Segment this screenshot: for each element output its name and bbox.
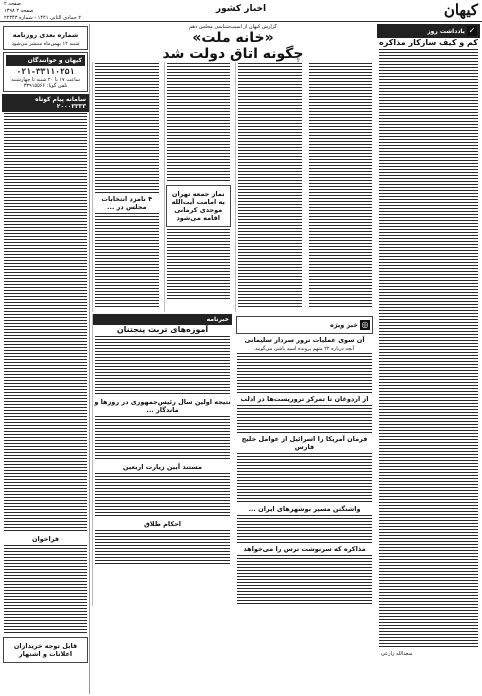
special-news-tile: ◎ خبر ویژه [236, 316, 373, 334]
left-column [2, 24, 90, 694]
reader-service-box [3, 52, 88, 92]
main-article-col1 [307, 62, 375, 312]
side-features [92, 314, 232, 606]
sms-label: سامانه پیام کوتاه ۲۰۰۰۳۳۳۳ [2, 94, 89, 112]
article-author: سعدالله زارعی [381, 651, 413, 657]
feature-4: احکام طلاق [143, 520, 182, 528]
newspaper-logo: کیهان [443, 1, 478, 19]
service-hours: ساعت ۱۷ تا ۲۰ شنبه تا چهارشنبه [11, 77, 80, 83]
news-item-5: مذاکره که سرنوشت ترس را می‌خواهد [243, 545, 366, 553]
phone-2: تلفن گویا: ۳۳۹۱۵۵۶۶ [23, 83, 68, 89]
column-article-title: کم و کیف سازکار مذاکره [379, 38, 478, 47]
masthead [0, 0, 482, 22]
feature-header: خبرنامه [93, 314, 232, 325]
section-label: فراخوان [31, 535, 60, 543]
headline-main: چگونه اتاق دولت شد [162, 46, 304, 62]
headline-kicker: گزارش کیهان از آسیب‌شناسی مجلس دهم [189, 24, 277, 30]
main-article-col4 [92, 62, 161, 312]
footer-note: قابل توجه خریداران اعلانات و اشتهار [3, 637, 88, 663]
column-logo-icon: ✓ [468, 26, 476, 35]
issue-meta: صفحه ۲ صفحه ۲ ۱۳۹۸ ۲ جمادی الثانی ۱۴۴۱ - شماره ۲۲۳۴۳ [4, 1, 82, 21]
mini-box: نماز جمعه تهران به امامت آیت‌الله موحدی کرمانی اقامه می‌شود [166, 185, 232, 227]
column-header-right: ✓ یادداشت روز [377, 24, 480, 38]
section-title: اخبار کشور [215, 4, 267, 14]
side-item-title: ۴ نامزد انتخابات مجلس در ... [101, 195, 153, 211]
reader-messages [4, 113, 87, 533]
feature-3: مستند آیین زیارت اربعین [122, 463, 203, 471]
news-item-1: آن سوی عملیات ترور سردار سلیمانی [244, 336, 365, 344]
feature-title: آموزه‌های تربت پنجتنان [116, 325, 209, 334]
middle-column [92, 24, 374, 694]
right-column [377, 24, 480, 694]
main-article-col3 [164, 62, 233, 312]
news-item-1-sub: آنچه درباره ۲۲ متهم پرونده اسید پاشی می‌گویند [254, 346, 355, 352]
target-icon: ◎ [361, 320, 369, 329]
headline-quote: «خانه ملت» [192, 30, 274, 46]
feature-2: نتیجه اولین سال رئیس‌جمهوری در روزها و ماندگار ... [94, 398, 231, 414]
service-header: کیهان و خوانندگان [6, 55, 85, 66]
main-article-col2 [235, 62, 304, 312]
news-item-3: فرمان آمریکا را اسرائیل از عوامل خلیج فارس [241, 435, 368, 451]
next-issue-box: شماره بعدی روزنامه شنبه ۱۲ بهمن‌ماه منتشر می‌شود [3, 26, 88, 50]
phone-number: ۰۲۱-۳۳۱۱۰۲۵۱ [16, 67, 75, 76]
news-item-4: واشنگتن مسیر بوشهرهای ایران ... [248, 505, 361, 513]
article-body-text [379, 49, 478, 649]
news-stack [235, 314, 374, 606]
news-item-2: از اردوغان تا تمرکز تروریست‌ها در ادلب [240, 395, 369, 403]
